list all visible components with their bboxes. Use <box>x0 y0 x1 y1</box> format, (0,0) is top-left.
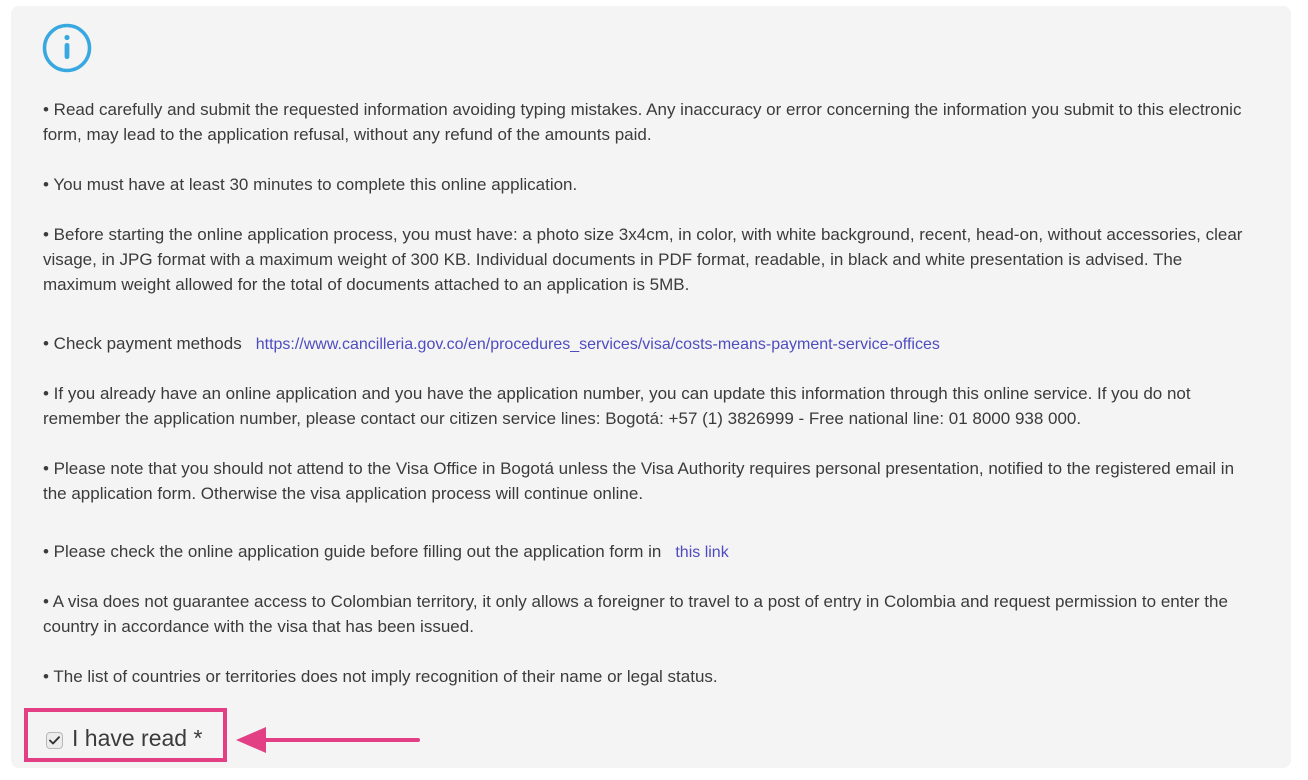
payment-methods-text: • Check payment methods <box>43 334 242 353</box>
instruction-photo-documents: • Before starting the online application process, you must have: a photo size 3x4cm, in color, with white background, recent, head-on, without accessories, clear visage, in JPG format with a maximum weight of 300 KB. Individual documents in PDF format, readable, in black and white presentation is advised. The maximum weight allowed for the total of documents attached to an application is 5MB. <box>43 225 1243 294</box>
application-guide-text: • Please check the online application guide before filling out the application form in <box>43 542 662 561</box>
instruction-application-guide <box>43 539 1258 565</box>
instruction-update-application: • If you already have an online application and you have the application number, you can update this information through this online service. If you do not remember the application number, please contact our citizen service lines: Bogotá: +57 (1) 3826999 - Free national line: 01 8000 938 000. <box>43 384 1191 428</box>
instruction-visa-office: • Please note that you should not attend to the Visa Office in Bogotá unless the Visa Authority requires personal presentation, notified to the registered email in the application form. Otherwise the visa application process will continue online. <box>43 459 1235 503</box>
consent-highlight-box <box>24 708 227 762</box>
i-have-read-checkbox[interactable] <box>46 732 63 749</box>
pointer-arrow-icon <box>224 722 424 758</box>
instruction-territories-list: • The list of countries or territories does not imply recognition of their name or legal status. <box>43 667 718 686</box>
payment-methods-link[interactable]: https://www.cancilleria.gov.co/en/procedures_services/visa/costs-means-payment-service-offices <box>255 336 940 353</box>
information-panel <box>11 6 1291 768</box>
i-have-read-label[interactable]: I have read * <box>72 725 203 751</box>
instruction-visa-guarantee: • A visa does not guarantee access to Colombian territory, it only allows a foreigner to travel to a post of entry in Colombia and request permission to enter the country in accordance with the visa that has been issued. <box>43 592 1228 636</box>
instruction-payment-methods <box>43 331 1258 357</box>
instruction-time-required: • You must have at least 30 minutes to complete this online application. <box>43 175 578 194</box>
info-circle-icon <box>42 23 92 73</box>
checkmark-icon <box>49 736 60 745</box>
application-guide-link[interactable]: this link <box>675 544 729 561</box>
instruction-typing-mistakes: • Read carefully and submit the requested information avoiding typing mistakes. Any inaccuracy or error concerning the information you submit to this electronic form, may lead to the application refusal, without any refund of the amounts paid. <box>43 100 1242 144</box>
